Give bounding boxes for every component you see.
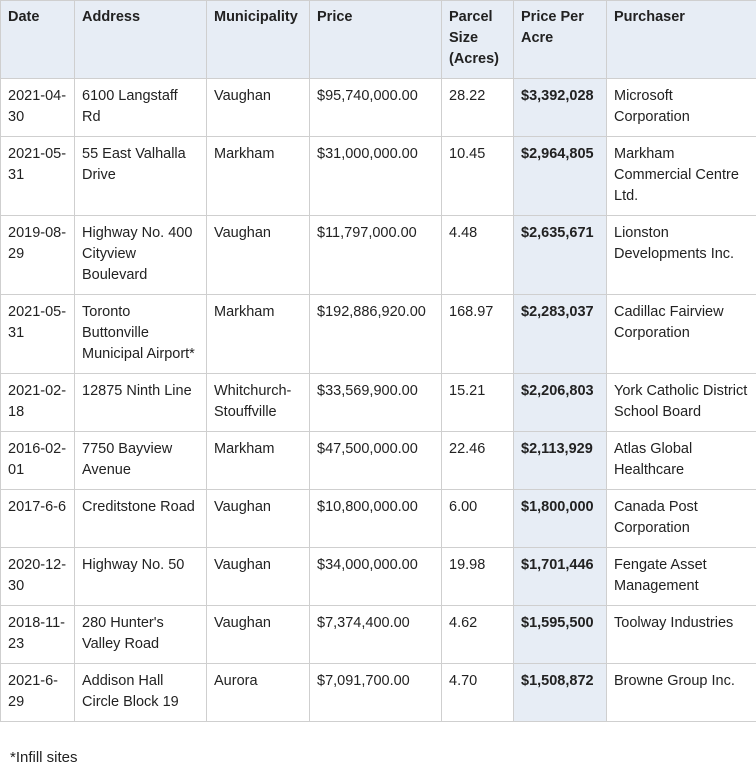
cell-purchaser: Canada Post Corporation	[607, 490, 756, 548]
table-body	[1, 79, 756, 722]
cell-address: Creditstone Road	[75, 490, 207, 548]
cell-date: 2021-05-31	[1, 295, 75, 374]
cell-address: Toronto Buttonville Municipal Airport*	[75, 295, 207, 374]
cell-price: $34,000,000.00	[310, 548, 442, 606]
table-row	[1, 548, 756, 606]
cell-price-per-acre: $2,964,805	[514, 137, 607, 216]
cell-price-per-acre: $3,392,028	[514, 79, 607, 137]
cell-date: 2021-05-31	[1, 137, 75, 216]
table-row	[1, 295, 756, 374]
cell-price-per-acre: $2,206,803	[514, 374, 607, 432]
cell-price-per-acre: $1,800,000	[514, 490, 607, 548]
cell-date: 2021-6-29	[1, 664, 75, 722]
cell-price-per-acre: $2,635,671	[514, 216, 607, 295]
cell-address: Highway No. 400 Cityview Boulevard	[75, 216, 207, 295]
cell-municipality: Markham	[207, 295, 310, 374]
cell-municipality: Aurora	[207, 664, 310, 722]
cell-date: 2018-11-23	[1, 606, 75, 664]
cell-purchaser: Toolway Industries	[607, 606, 756, 664]
cell-parcel-size: 4.62	[442, 606, 514, 664]
cell-price: $95,740,000.00	[310, 79, 442, 137]
cell-parcel-size: 10.45	[442, 137, 514, 216]
cell-date: 2019-08-29	[1, 216, 75, 295]
cell-price: $33,569,900.00	[310, 374, 442, 432]
table-row	[1, 216, 756, 295]
footnote: *Infill sites	[10, 749, 756, 766]
column-header-purchaser: Purchaser	[607, 1, 756, 79]
cell-parcel-size: 168.97	[442, 295, 514, 374]
cell-purchaser: Microsoft Corporation	[607, 79, 756, 137]
cell-purchaser: Fengate Asset Management	[607, 548, 756, 606]
cell-municipality: Vaughan	[207, 606, 310, 664]
cell-parcel-size: 4.48	[442, 216, 514, 295]
cell-municipality: Whitchurch-Stouffville	[207, 374, 310, 432]
cell-date: 2021-04-30	[1, 79, 75, 137]
table-row	[1, 490, 756, 548]
cell-parcel-size: 22.46	[442, 432, 514, 490]
cell-municipality: Vaughan	[207, 79, 310, 137]
table-row	[1, 664, 756, 722]
table-row	[1, 606, 756, 664]
cell-purchaser: Browne Group Inc.	[607, 664, 756, 722]
cell-parcel-size: 6.00	[442, 490, 514, 548]
table-row	[1, 432, 756, 490]
cell-price: $47,500,000.00	[310, 432, 442, 490]
header-row	[1, 1, 756, 79]
cell-purchaser: Markham Commercial Centre Ltd.	[607, 137, 756, 216]
table-header	[1, 1, 756, 79]
cell-municipality: Markham	[207, 432, 310, 490]
cell-parcel-size: 15.21	[442, 374, 514, 432]
cell-parcel-size: 4.70	[442, 664, 514, 722]
cell-purchaser: Lionston Developments Inc.	[607, 216, 756, 295]
cell-price-per-acre: $1,508,872	[514, 664, 607, 722]
cell-address: 12875 Ninth Line	[75, 374, 207, 432]
cell-address: 6100 Langstaff Rd	[75, 79, 207, 137]
cell-price: $7,374,400.00	[310, 606, 442, 664]
cell-municipality: Markham	[207, 137, 310, 216]
cell-address: Highway No. 50	[75, 548, 207, 606]
cell-municipality: Vaughan	[207, 490, 310, 548]
column-header-address: Address	[75, 1, 207, 79]
cell-date: 2016-02-01	[1, 432, 75, 490]
cell-price-per-acre: $2,113,929	[514, 432, 607, 490]
column-header-municipality: Municipality	[207, 1, 310, 79]
cell-price: $11,797,000.00	[310, 216, 442, 295]
cell-municipality: Vaughan	[207, 548, 310, 606]
cell-address: 55 East Valhalla Drive	[75, 137, 207, 216]
cell-price: $192,886,920.00	[310, 295, 442, 374]
cell-address: 280 Hunter's Valley Road	[75, 606, 207, 664]
table-row	[1, 374, 756, 432]
cell-price: $7,091,700.00	[310, 664, 442, 722]
cell-purchaser: York Catholic District School Board	[607, 374, 756, 432]
cell-price-per-acre: $2,283,037	[514, 295, 607, 374]
cell-municipality: Vaughan	[207, 216, 310, 295]
cell-purchaser: Cadillac Fairview Corporation	[607, 295, 756, 374]
cell-parcel-size: 19.98	[442, 548, 514, 606]
cell-price-per-acre: $1,701,446	[514, 548, 607, 606]
cell-date: 2020-12-30	[1, 548, 75, 606]
cell-price: $10,800,000.00	[310, 490, 442, 548]
cell-address: Addison Hall Circle Block 19	[75, 664, 207, 722]
cell-address: 7750 Bayview Avenue	[75, 432, 207, 490]
cell-date: 2021-02-18	[1, 374, 75, 432]
cell-date: 2017-6-6	[1, 490, 75, 548]
cell-purchaser: Atlas Global Healthcare	[607, 432, 756, 490]
column-header-date: Date	[1, 1, 75, 79]
cell-price-per-acre: $1,595,500	[514, 606, 607, 664]
table-row	[1, 79, 756, 137]
column-header-parcel-size: Parcel Size (Acres)	[442, 1, 514, 79]
cell-parcel-size: 28.22	[442, 79, 514, 137]
column-header-price: Price	[310, 1, 442, 79]
column-header-price-per-acre: Price Per Acre	[514, 1, 607, 79]
cell-price: $31,000,000.00	[310, 137, 442, 216]
table-row	[1, 137, 756, 216]
